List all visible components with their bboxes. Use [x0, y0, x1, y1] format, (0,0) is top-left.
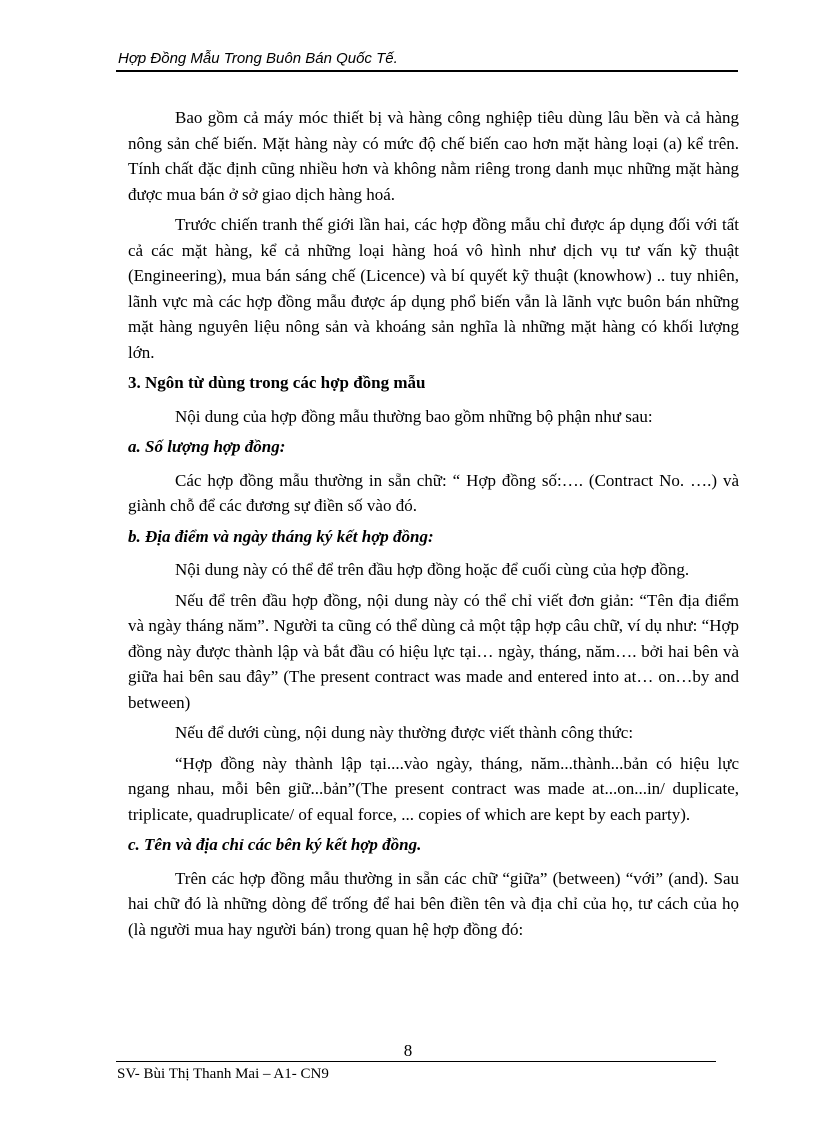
section-heading: 3. Ngôn từ dùng trong các hợp đồng mẫu — [128, 373, 426, 392]
paragraph: Các hợp đồng mẫu thường in sẵn chữ: “ Hợp đồng số:…. (Contract No. ….) và giành chỗ để các đương sự điền số vào đó. — [128, 470, 739, 515]
footer-divider — [116, 1061, 716, 1062]
header-divider — [116, 70, 738, 72]
paragraph: Nội dung này có thể để trên đầu hợp đồng hoặc để cuối cùng của hợp đồng. — [175, 560, 690, 579]
subsection-heading: c. Tên và địa chỉ các bên ký kết hợp đồng. — [128, 835, 422, 854]
footer-author: SV- Bùi Thị Thanh Mai – A1- CN9 — [117, 1066, 329, 1082]
paragraph: Nếu để dưới cùng, nội dung này thường được viết thành công thức: — [175, 723, 634, 742]
running-header: Hợp Đồng Mẫu Trong Buôn Bán Quốc Tế. — [118, 50, 398, 67]
paragraph: Trên các hợp đồng mẫu thường in sẵn các chữ “giữa” (between) “với” (and). Sau hai chữ đó là những dòng để trống để hai bên điền tên và địa chỉ của họ, tư cách của họ (là người mua hay người bán) trong quan hệ hợp đồng đó: — [128, 868, 739, 939]
page-number: 8 — [403, 1041, 413, 1060]
paragraph: Trước chiến tranh thế giới lần hai, các hợp đồng mẫu chỉ được áp dụng đối với tất cả các mặt hàng, kể cả những loại hàng hoá vô hình như dịch vụ tư vấn kỹ thuật (Engineering), mua bán sáng chế (Licence) và bí quyết kỹ thuật (knowhow) .. tuy nhiên, lãnh vực mà các hợp đồng mẫu được áp dụng phổ biến vẫn là lãnh vực buôn bán những mặt hàng nguyên liệu nông sản và khoáng sản nghĩa là những mặt hàng có khối lượng lớn. — [128, 215, 739, 362]
subsection-heading: a. Số lượng hợp đồng: — [128, 437, 286, 456]
paragraph: Nếu để trên đầu hợp đồng, nội dung này có thể chỉ viết đơn giản: “Tên địa điểm và ngày tháng năm”. Người ta cũng có thể dùng cả một tập hợp câu chữ, ví dụ như: “Hợp đồng này được thành lập và bắt đầu có hiệu lực tại… ngày, tháng, năm…. bởi hai bên và giữa hai bên sau đây” (The present contract was made and entered into at… on…by and between) — [128, 590, 739, 712]
document-body — [128, 105, 739, 947]
subsection-heading: b. Địa điểm và ngày tháng ký kết hợp đồng: — [128, 526, 434, 546]
paragraph: Nội dung của hợp đồng mẫu thường bao gồm những bộ phận như sau: — [175, 406, 653, 426]
paragraph: “Hợp đồng này thành lập tại....vào ngày, tháng, năm...thành...bản có hiệu lực ngang nhau, mỗi bên giữ...bản”(The present contract was made at...on...in/ duplicate, triplicate, quadruplicate/ of equal force, ... copies of which are kept by each party). — [128, 753, 739, 824]
paragraph: Bao gồm cả máy móc thiết bị và hàng công nghiệp tiêu dùng lâu bền và cả hàng nông sản chế biến. Mặt hàng này có mức độ chế biến cao hơn mặt hàng loại (a) kể trên. Tính chất đặc định cũng nhiều hơn và không nằm riêng trong danh mục những mặt hàng được mua bán ở sở giao dịch hàng hoá. — [128, 108, 739, 204]
